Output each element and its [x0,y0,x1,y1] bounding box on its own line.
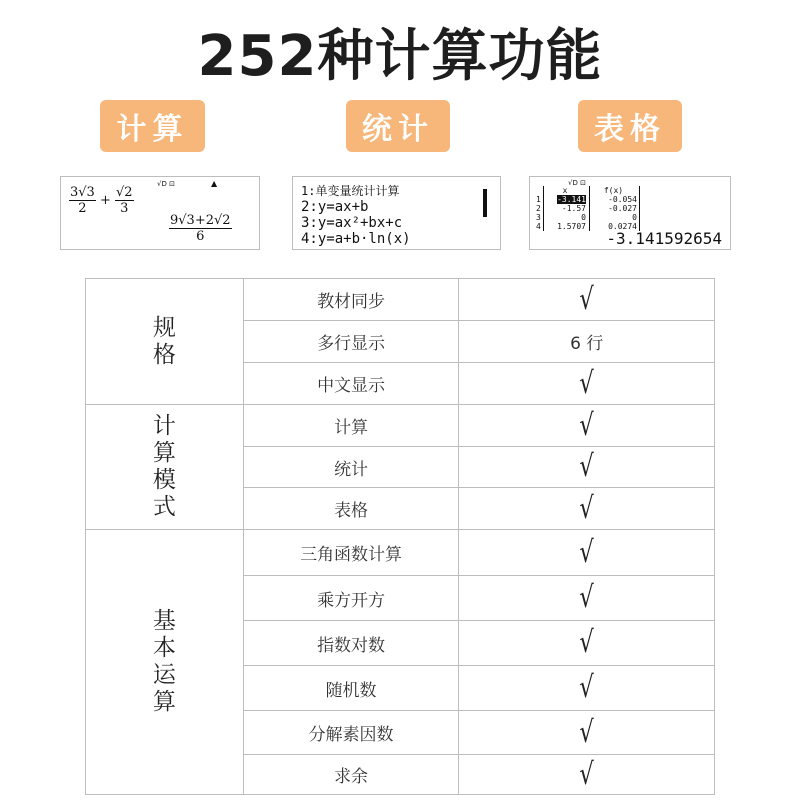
spec-table [85,278,715,795]
check-icon: √ [579,714,594,750]
check-icon: √ [579,407,594,443]
category-char: 规 [152,314,176,341]
table-row [86,279,715,321]
category-char: 基 [152,608,176,634]
category-char: 本 [152,635,176,661]
mode-indicator: √D ⊡ [568,179,586,187]
category-basic [86,530,244,795]
feature-cell: 随机数 [243,666,459,711]
input-expression [69,185,134,216]
check-icon: √ [579,580,594,615]
feature-cell: 计算 [243,405,459,447]
table-cell: -0.054 [590,195,640,204]
mode-tag-stat: 统计 [346,100,450,152]
feature-cell: 表格 [243,488,459,530]
table-header-row [536,186,646,195]
check-icon: √ [579,281,594,317]
category-char: 算 [152,689,176,715]
calc-screen [60,176,260,250]
table-cell: 0.0274 [590,222,640,231]
table-row [86,530,715,576]
stat-option-4: 4:y=a+b·ln(x) [301,231,411,247]
check-icon: √ [579,365,594,401]
value-table [536,186,646,231]
table-header-cell [536,186,544,195]
category-char: 式 [152,494,176,520]
category-char: 运 [152,662,176,688]
table-screen [529,176,731,250]
table-result: -3.141592654 [606,229,722,248]
table-cell: 1 [536,195,544,204]
result-expression [169,213,232,244]
page-title: 252种计算功能 [197,24,603,89]
category-char: 算 [152,440,176,466]
table-cell: 3 [536,213,544,222]
selected-cell: -3.141 [557,195,586,204]
feature-cell: 多行显示 [243,321,459,363]
table-row [86,405,715,447]
stat-option-1: 1:单变量统计计算 [301,184,400,198]
check-icon: √ [579,534,594,570]
fraction-a-denominator: 2 [78,201,87,216]
category-char: 计 [152,413,176,439]
check-icon: √ [579,756,594,792]
table-cell: 1.5707 [544,222,590,231]
table-row [536,195,646,204]
stat-option-3: 3:y=ax²+bx+c [301,215,403,231]
result-denominator: 6 [196,229,205,244]
table-row [536,204,646,213]
plus-sign: + [99,193,111,208]
feature-cell: 统计 [243,447,459,488]
check-icon: √ [579,670,594,705]
table-cell: -0.027 [590,204,640,213]
result-numerator: 9√3+2√2 [170,213,231,228]
category-char: 格 [152,341,176,368]
stat-option-2: 2:y=ax+b [301,199,369,215]
mode-indicator: √D ⊡ [157,180,175,188]
check-icon: √ [579,490,594,526]
mode-tag-calc: 计算 [100,100,205,152]
category-mode [86,405,244,530]
table-cell: 2 [536,204,544,213]
feature-cell: 三角函数计算 [243,530,459,576]
feature-cell: 乘方开方 [243,576,459,621]
fraction-b-denominator: 3 [120,201,129,216]
table-cell: -1.57 [544,204,590,213]
scroll-up-indicator-icon: ▲ [211,179,218,188]
table-cell: 4 [536,222,544,231]
feature-cell: 求余 [243,755,459,795]
table-header-cell: x [544,186,590,195]
value-cell: 6 行 [459,321,715,363]
feature-cell: 指数对数 [243,621,459,666]
fraction-b-numerator: √2 [116,185,133,200]
check-icon: √ [579,625,594,660]
scrollbar [483,189,487,217]
table-header-cell: f(x) [590,186,640,195]
table-cell: 0 [590,213,640,222]
stat-screen [292,176,501,250]
category-char: 模 [152,467,176,493]
fraction-a-numerator: 3√3 [70,185,95,200]
feature-cell: 教材同步 [243,279,459,321]
check-icon: √ [579,449,594,484]
feature-cell: 中文显示 [243,363,459,405]
table-cell: 0 [544,213,590,222]
feature-cell: 分解素因数 [243,711,459,755]
mode-tag-table: 表格 [578,100,682,152]
category-spec [86,279,244,405]
table-row [536,213,646,222]
